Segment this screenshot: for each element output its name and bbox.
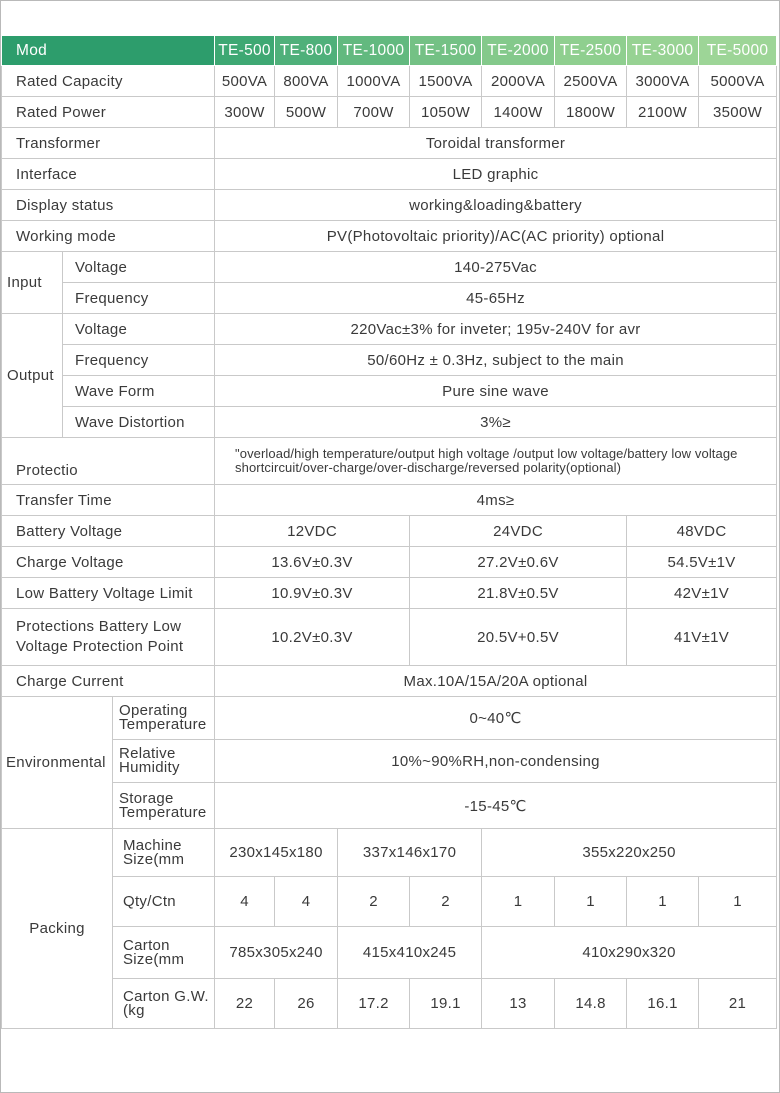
table-row xyxy=(2,252,777,283)
rated-capacity-label: Rated Capacity xyxy=(2,66,215,97)
cell: 14.8 xyxy=(555,979,627,1029)
protection-value-cell xyxy=(215,438,777,485)
input-frequency-label: Frequency xyxy=(63,283,215,314)
transformer-label: Transformer xyxy=(2,128,215,159)
charge-voltage-label: Charge Voltage xyxy=(2,547,215,578)
table-row xyxy=(2,877,777,927)
cell: 22 xyxy=(215,979,275,1029)
rated-power-label: Rated Power xyxy=(2,97,215,128)
output-voltage-label: Voltage xyxy=(63,314,215,345)
low-battery-limit-label: Low Battery Voltage Limit xyxy=(2,578,215,609)
model-te-1000: TE-1000 xyxy=(338,36,410,66)
output-wave-form-value: Pure sine wave xyxy=(215,376,777,407)
table-row xyxy=(2,376,777,407)
humidity-label: Relative Humidity xyxy=(113,740,215,783)
table-row xyxy=(2,314,777,345)
packing-label: Packing xyxy=(2,829,113,1029)
table-row xyxy=(2,783,777,829)
table-row xyxy=(2,666,777,697)
cell: 2 xyxy=(338,877,410,927)
output-wave-distortion-label: Wave Distortion xyxy=(63,407,215,438)
cell: 230x145x180 xyxy=(215,829,338,877)
cell: 5000VA xyxy=(699,66,777,97)
cell: 42V±1V xyxy=(627,578,777,609)
table-row xyxy=(2,97,777,128)
output-frequency-label: Frequency xyxy=(63,345,215,376)
low-voltage-protection-label: Protections Battery Low Voltage Protection Point xyxy=(2,609,215,666)
table-row xyxy=(2,438,777,485)
cell: 415x410x245 xyxy=(338,927,482,979)
storage-temp-label: Storage Temperature xyxy=(113,783,215,829)
table-row xyxy=(2,697,777,740)
output-label: Output xyxy=(2,314,63,438)
table-row xyxy=(2,283,777,314)
cell: 3500W xyxy=(699,97,777,128)
model-te-2000: TE-2000 xyxy=(482,36,555,66)
table-row xyxy=(2,547,777,578)
storage-temp-value: -15-45℃ xyxy=(215,783,777,829)
table-row xyxy=(2,345,777,376)
working-mode-value: PV(Photovoltaic priority)/AC(AC priority) optional xyxy=(215,221,777,252)
transformer-value: Toroidal transformer xyxy=(215,128,777,159)
model-te-1500: TE-1500 xyxy=(410,36,482,66)
cell: 10.2V±0.3V xyxy=(215,609,410,666)
cell: 13 xyxy=(482,979,555,1029)
machine-size-label: Machine Size(mm xyxy=(113,829,215,877)
table-row xyxy=(2,516,777,547)
protection-value: "overload/high temperature/output high voltage /output low voltage/battery low voltage shortcircuit/over-charge/over-discharge/reversed polarity(optional) xyxy=(235,446,738,475)
cell: 700W xyxy=(338,97,410,128)
table-row xyxy=(2,190,777,221)
cell: 2000VA xyxy=(482,66,555,97)
table-row xyxy=(2,221,777,252)
output-frequency-value: 50/60Hz ± 0.3Hz, subject to the main xyxy=(215,345,777,376)
table-row xyxy=(2,578,777,609)
cell: 1050W xyxy=(410,97,482,128)
model-te-500: TE-500 xyxy=(215,36,275,66)
cell: 1 xyxy=(627,877,699,927)
cell: 410x290x320 xyxy=(482,927,777,979)
table-row xyxy=(2,159,777,190)
cell: 26 xyxy=(275,979,338,1029)
model-te-5000: TE-5000 xyxy=(699,36,777,66)
carton-gw-label: Carton G.W.(kg xyxy=(113,979,215,1029)
op-temp-label: Operating Temperature xyxy=(113,697,215,740)
cell: 1000VA xyxy=(338,66,410,97)
op-temp-value: 0~40℃ xyxy=(215,697,777,740)
interface-label: Interface xyxy=(2,159,215,190)
display-status-label: Display status xyxy=(2,190,215,221)
cell: 1400W xyxy=(482,97,555,128)
table-row xyxy=(2,979,777,1029)
carton-size-label: Carton Size(mm xyxy=(113,927,215,979)
cell: 13.6V±0.3V xyxy=(215,547,410,578)
cell: 1 xyxy=(482,877,555,927)
interface-value: LED graphic xyxy=(215,159,777,190)
spec-table xyxy=(1,35,777,1029)
cell: 20.5V+0.5V xyxy=(410,609,627,666)
output-wave-form-label: Wave Form xyxy=(63,376,215,407)
cell: 16.1 xyxy=(627,979,699,1029)
cell: 19.1 xyxy=(410,979,482,1029)
cell: 24VDC xyxy=(410,516,627,547)
cell: 4 xyxy=(275,877,338,927)
input-voltage-label: Voltage xyxy=(63,252,215,283)
table-row xyxy=(2,829,777,877)
model-te-800: TE-800 xyxy=(275,36,338,66)
model-te-3000: TE-3000 xyxy=(627,36,699,66)
mod-header: Mod xyxy=(2,36,215,66)
battery-voltage-label: Battery Voltage xyxy=(2,516,215,547)
cell: 54.5V±1V xyxy=(627,547,777,578)
table-row xyxy=(2,128,777,159)
table-row xyxy=(2,485,777,516)
qty-label: Qty/Ctn xyxy=(113,877,215,927)
cell: 1 xyxy=(699,877,777,927)
cell: 2100W xyxy=(627,97,699,128)
cell: 300W xyxy=(215,97,275,128)
display-status-value: working&loading&battery xyxy=(215,190,777,221)
cell: 21 xyxy=(699,979,777,1029)
cell: 48VDC xyxy=(627,516,777,547)
cell: 500VA xyxy=(215,66,275,97)
cell: 1800W xyxy=(555,97,627,128)
cell: 2500VA xyxy=(555,66,627,97)
humidity-value: 10%~90%RH,non-condensing xyxy=(215,740,777,783)
cell: 1 xyxy=(555,877,627,927)
table-row xyxy=(2,66,777,97)
header-row xyxy=(2,36,777,66)
cell: 355x220x250 xyxy=(482,829,777,877)
transfer-time-label: Transfer Time xyxy=(2,485,215,516)
cell: 500W xyxy=(275,97,338,128)
cell: 17.2 xyxy=(338,979,410,1029)
input-frequency-value: 45-65Hz xyxy=(215,283,777,314)
charge-current-value: Max.10A/15A/20A optional xyxy=(215,666,777,697)
working-mode-label: Working mode xyxy=(2,221,215,252)
cell: 41V±1V xyxy=(627,609,777,666)
charge-current-label: Charge Current xyxy=(2,666,215,697)
protection-label: Protectio xyxy=(2,438,215,485)
table-row xyxy=(2,407,777,438)
input-label: Input xyxy=(2,252,63,314)
table-row xyxy=(2,609,777,666)
cell: 800VA xyxy=(275,66,338,97)
cell: 2 xyxy=(410,877,482,927)
output-wave-distortion-value: 3%≥ xyxy=(215,407,777,438)
cell: 337x146x170 xyxy=(338,829,482,877)
model-te-2500: TE-2500 xyxy=(555,36,627,66)
table-row xyxy=(2,927,777,979)
cell: 3000VA xyxy=(627,66,699,97)
cell: 12VDC xyxy=(215,516,410,547)
cell: 21.8V±0.5V xyxy=(410,578,627,609)
cell: 27.2V±0.6V xyxy=(410,547,627,578)
cell: 1500VA xyxy=(410,66,482,97)
cell: 10.9V±0.3V xyxy=(215,578,410,609)
environmental-label: Environmental xyxy=(2,697,113,829)
cell: 4 xyxy=(215,877,275,927)
input-voltage-value: 140-275Vac xyxy=(215,252,777,283)
output-voltage-value: 220Vac±3% for inveter; 195v-240V for avr xyxy=(215,314,777,345)
table-row xyxy=(2,740,777,783)
transfer-time-value: 4ms≥ xyxy=(215,485,777,516)
cell: 785x305x240 xyxy=(215,927,338,979)
